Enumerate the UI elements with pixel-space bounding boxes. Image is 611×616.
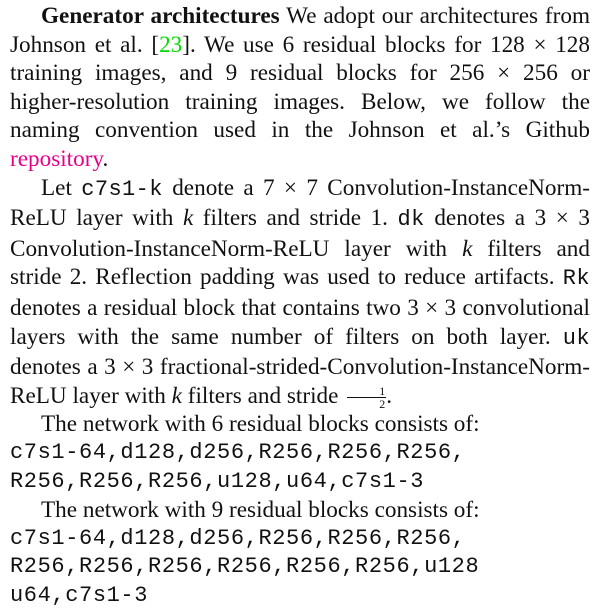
fraction-denominator: 2	[379, 397, 386, 412]
math-k: k	[462, 235, 473, 262]
fraction-one-half	[347, 385, 386, 410]
network9-code-line: c7s1-64,d128,d256,R256,R256,R256,	[10, 525, 466, 551]
body-text: filters and stride 2. Reflection padding was used to reduce artifacts.	[10, 235, 590, 291]
network9-code-line: R256,R256,R256,R256,R256,R256,u128	[10, 554, 480, 580]
body-text: denotes a 3 × 3 fractional-strided-Convolution-InstanceNorm-ReLU layer with	[10, 354, 590, 409]
generator-architectures-paragraph	[10, 2, 590, 174]
network6-intro: The network with 6 residual blocks consists of:	[41, 411, 480, 438]
body-text: Let	[41, 174, 82, 201]
section-heading: Generator architectures	[41, 3, 280, 29]
code-rk: Rk	[562, 266, 590, 292]
network9-intro: The network with 9 residual blocks consists of:	[41, 497, 480, 524]
math-k: k	[171, 382, 182, 409]
body-text: .	[386, 382, 392, 409]
layer-notation-paragraph	[10, 174, 590, 411]
fraction-numerator: 1	[347, 385, 386, 398]
network9-code-line: u64,c7s1-3	[10, 582, 149, 608]
code-dk: dk	[397, 207, 425, 233]
body-text: filters and stride 1.	[193, 205, 398, 232]
body-text: denotes a residual block that contains two 3 × 3 convolutional layers with the same number of filters on both layer.	[10, 294, 590, 350]
math-k: k	[182, 205, 194, 232]
body-text: denotes a 3 × 3 Convolution-InstanceNorm-ReLU layer with	[10, 205, 590, 262]
body-text: filters and stride	[181, 382, 345, 409]
code-c7s1-k: c7s1-k	[81, 176, 163, 202]
citation-link[interactable]: 23	[159, 31, 183, 58]
body-text: We adopt our architectures from Johnson et al. [	[10, 3, 591, 58]
code-uk: uk	[562, 325, 590, 351]
body-text: ]. We use 6 residual blocks for 128 × 128 training images, and 9 residual blocks for 256 × 256 or higher-resolution training images. Below, we follow the naming convention used in the Johnson et al.’s Github	[10, 31, 590, 144]
body-text: .	[102, 145, 109, 172]
network6-code-line: c7s1-64,d128,d256,R256,R256,R256,	[10, 439, 466, 465]
repository-link[interactable]: repository	[10, 145, 103, 172]
network6-code-line: R256,R256,R256,u128,u64,c7s1-3	[10, 468, 425, 494]
body-text: denote a 7 × 7 Convolution-InstanceNorm-ReLU layer with	[10, 174, 590, 232]
